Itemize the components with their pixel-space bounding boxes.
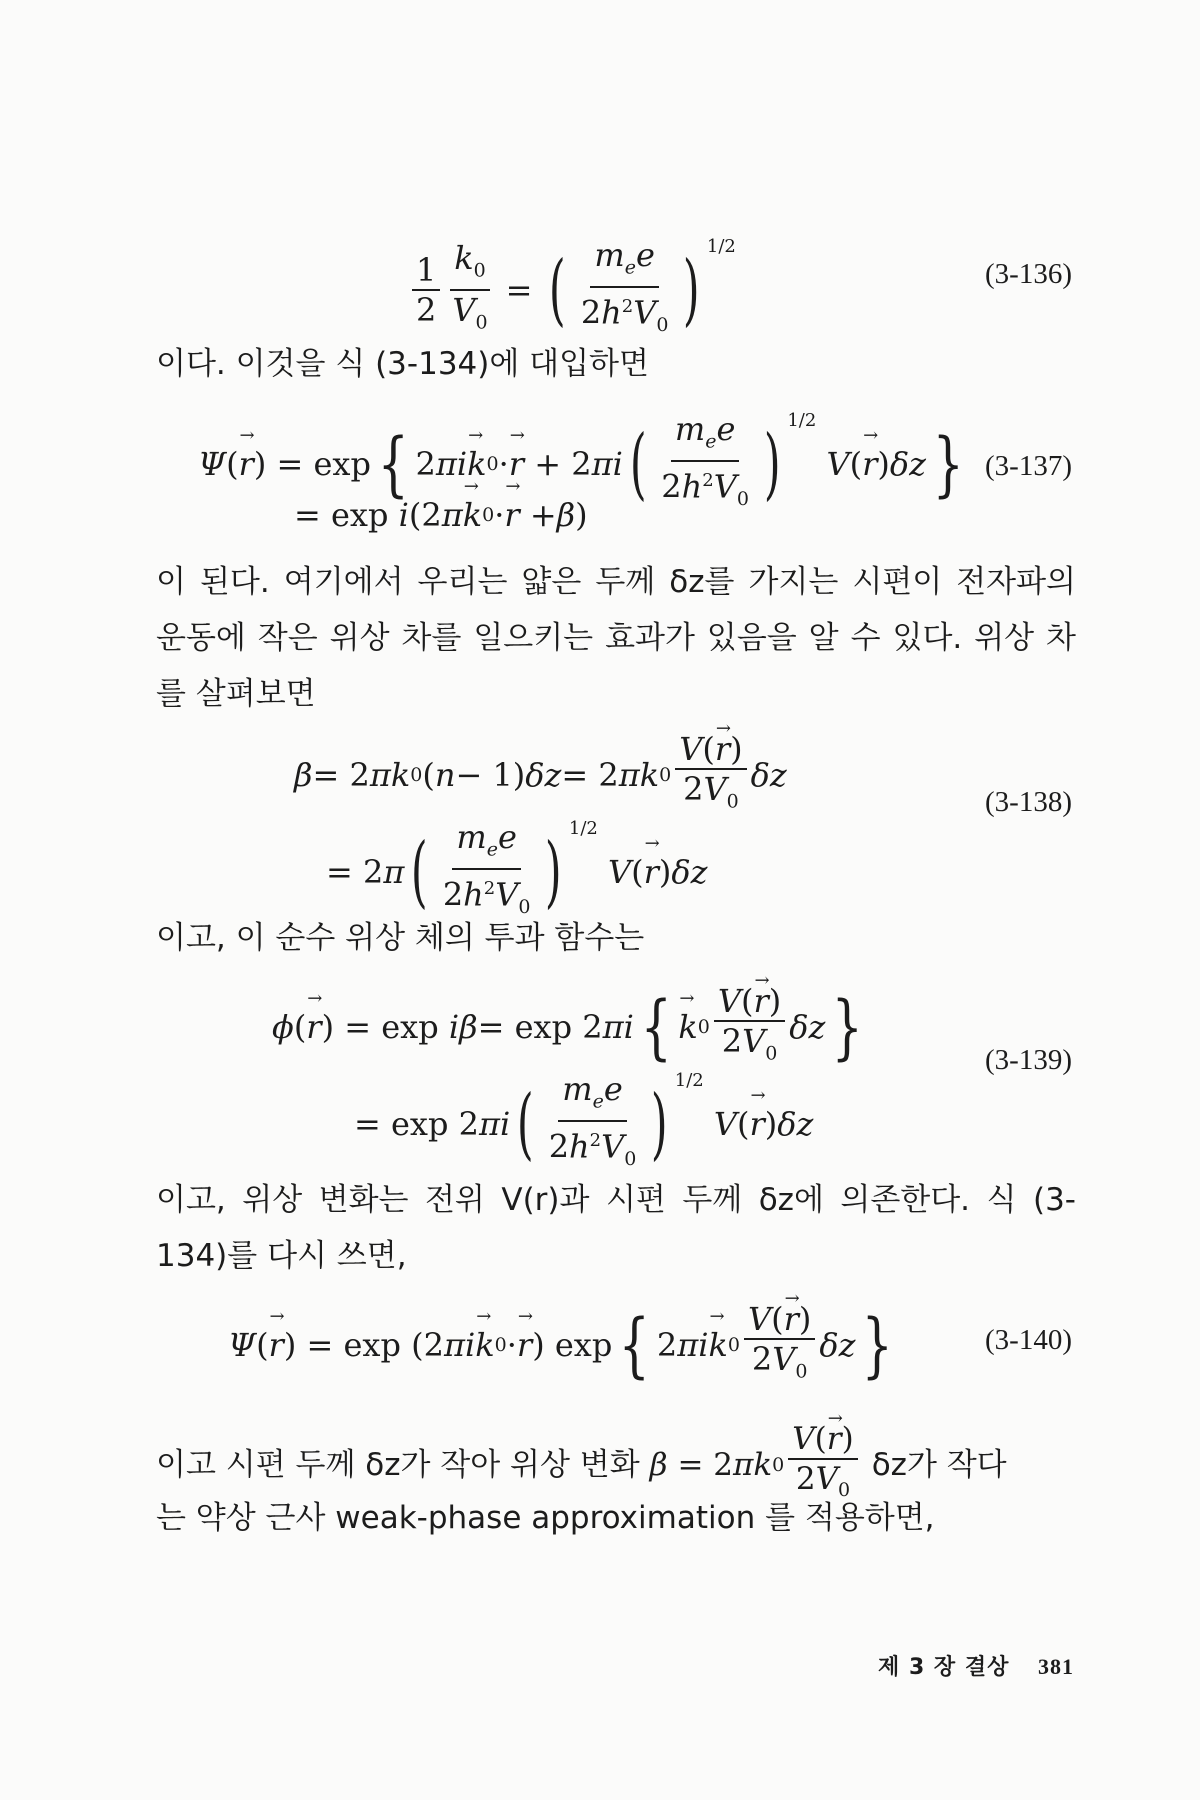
page-number: 381	[1038, 1654, 1074, 1679]
equation-number: (3-136)	[985, 258, 1072, 290]
equation-number: (3-140)	[985, 1324, 1072, 1356]
equation-number: (3-139)	[985, 1044, 1072, 1076]
paragraph-text: 이고 시편 두께 δz가 작아 위상 변화	[156, 1446, 640, 1483]
paragraph: 는 약상 근사 weak-phase approximation 를 적용하면,	[156, 1500, 935, 1536]
equation-3-137-line1: Ψ ( → r ) = exp { 2 πi → k 0 · → r + 2 πi ( $\frac{m_ee}{2h^2V_0}$ ) $^{1/2}$ V ( → r ) δz }	[198, 410, 971, 518]
paragraph: 이고, 이 순수 위상 체의 투과 함수는	[156, 920, 645, 956]
paragraph: 이고, 위상 변화는 전위 V(r)과 시편 두께 δz에 의존한다. 식 (3-134)를 다시 쓰면,	[156, 1182, 1076, 1274]
inline-equation-beta: β = 2 πk 0 $\frac{V(\to r)}{2V_0}$	[650, 1420, 862, 1509]
page-footer	[878, 1650, 1074, 1681]
equation-3-140: Ψ ( → r ) = exp (2 πi → k 0 · → r ) exp { 2 πi → k 0 $\frac{V(\to r)}{2V_0}$ δz }	[228, 1300, 900, 1390]
paragraph: 이 된다. 여기에서 우리는 얇은 두께 δz를 가지는 시편이 전자파의 운동에 작은 위상 차를 일으키는 효과가 있음을 알 수 있다. 위상 차를 살펴보면	[156, 564, 1076, 712]
equation-number: (3-137)	[985, 450, 1072, 482]
equation-3-139-line1: ϕ ( → r ) = exp iβ = exp 2 πi { → k 0 $\frac{V(\to r)}{2V_0}$ δz }	[272, 982, 870, 1072]
paragraph-text: δz가 작다	[871, 1446, 1007, 1483]
paragraph: 이다. 이것을 식 (3-134)에 대입하면	[156, 346, 649, 382]
equation-3-136: $\frac{1}{2}$ $\frac{k_0}{V_0}$ = ( $\frac{m_ee}{2h^2V_0}$ ) $^{1/2}$	[408, 236, 736, 344]
equation-3-138-line2: = 2 π ( $\frac{m_ee}{2h^2V_0}$ ) $^{1/2}$ V ( → r ) δz	[326, 818, 708, 926]
equation-3-139-line2: = exp 2 πi ( $\frac{m_ee}{2h^2V_0}$ ) $^{1/2}$ V ( → r ) δz	[354, 1070, 813, 1178]
equation-3-138-line1: β = 2 πk 0 ( n − 1) δz = 2 πk 0 $\frac{V(\to r)}{2V_0}$ δz	[294, 730, 787, 820]
equation-number: (3-138)	[985, 786, 1072, 818]
chapter-title: 제 3 장 결상	[878, 1655, 1010, 1680]
equation-3-137-line2: = exp i (2 π → k 0 · → r + β )	[294, 496, 588, 534]
